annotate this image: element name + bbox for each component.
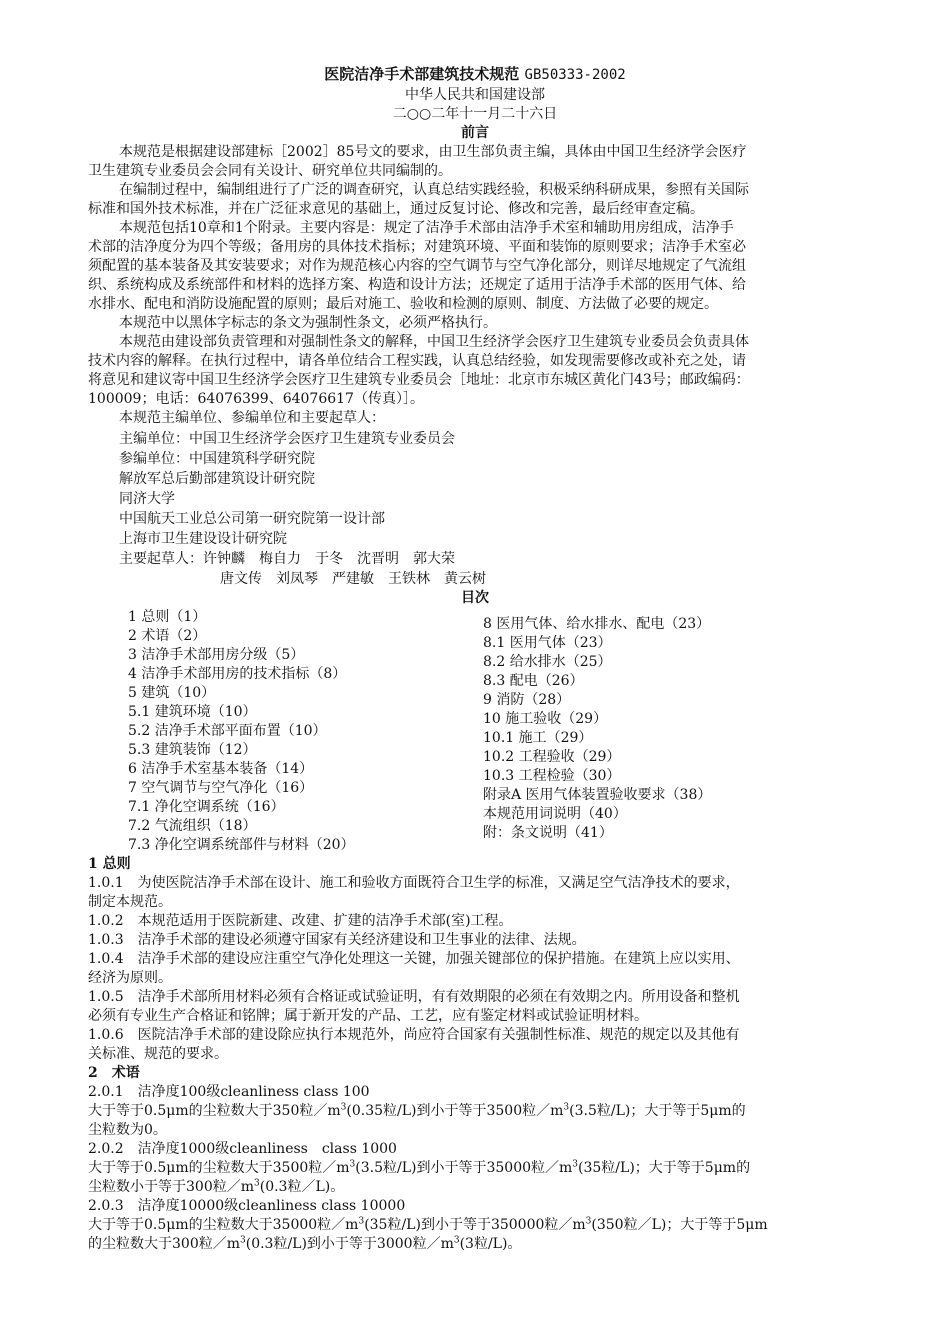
toc-heading: 目次 xyxy=(461,590,489,606)
preface-line: 水排水、配电和消防设施配置的原则；最后对施工、验收和检测的原则、制度、方法做了必要的规定。 xyxy=(88,296,718,312)
toc-item[interactable]: 附录A 医用气体装置验收要求（38） xyxy=(483,787,712,803)
term-definition: 大于等于0.5μm的尘粒数大于35000粒$/m^3(35$粒/L)到小于等于350000粒$/m^3(350$粒／L)；大于等于5μm xyxy=(88,1216,768,1233)
preface-line: 唐文传 刘凤琴 严建敏 王铁林 黄云树 xyxy=(220,571,486,587)
toc-item[interactable]: 3 洁净手术部用房分级（5） xyxy=(128,647,305,663)
preface-line: 主要起草人：许钟麟 梅自力 于冬 沈晋明 郭大荣 xyxy=(119,551,455,567)
clause-line: 1.0.6 医院洁净手术部的建设除应执行本规范外，尚应符合国家有关强制性标准、规范的规定以及其他有 xyxy=(88,1027,740,1043)
preface-line: 本规范主编单位、参编单位和主要起草人： xyxy=(119,410,385,426)
term-heading: 2.0.2 洁净度1000级cleanliness class 1000 xyxy=(88,1141,397,1157)
preface-line: 技术内容的解释。在执行过程中，请各单位结合工程实践，认真总结经验，如发现需要修改或补充之处，请 xyxy=(88,353,746,369)
document-title xyxy=(0,65,950,85)
issue-date: 二○○二年十一月二十六日 xyxy=(392,106,558,122)
toc-item[interactable]: 5.3 建筑装饰（12） xyxy=(128,742,257,758)
preface-line: 上海市卫生建设设计研究院 xyxy=(119,531,287,547)
term-definition: 尘粒数为0。 xyxy=(88,1122,167,1138)
preface-line: 卫生建筑专业委员会会同有关设计、研究单位共同编制的。 xyxy=(88,163,452,179)
preface-line: 本规范中以黑体字标志的条文为强制性条文，必须严格执行。 xyxy=(119,315,497,331)
toc-item[interactable]: 8.2 给水排水（25） xyxy=(483,654,612,670)
toc-item[interactable]: 5 建筑（10） xyxy=(128,685,216,701)
preface-line: 中国航天工业总公司第一研究院第一设计部 xyxy=(119,511,385,527)
preface-heading: 前言 xyxy=(461,125,489,141)
clause-line: 1.0.2 本规范适用于医院新建、改建、扩建的洁净手术部(室)工程。 xyxy=(88,913,513,929)
term-definition: 的尘粒数大于300粒$/m^3(0.3$粒/L)到小于等于3000粒$/m^3(3$粒/L)。 xyxy=(88,1235,522,1252)
toc-item[interactable]: 10.2 工程验收（29） xyxy=(483,749,621,765)
preface-line: 主编单位：中国卫生经济学会医疗卫生建筑专业委员会 xyxy=(119,431,455,447)
toc-item[interactable]: 10 施工验收（29） xyxy=(483,711,608,727)
preface-line: 100009；电话：64076399、64076617（传真）］。 xyxy=(88,391,424,407)
term-heading: 2.0.1 洁净度100级cleanliness class 100 xyxy=(88,1084,370,1100)
preface-line: 在编制过程中，编制组进行了广泛的调查研究，认真总结实践经验，积极采纳科研成果，参照有关国际 xyxy=(119,182,749,198)
clause-line: 必须有专业生产合格证和铭牌；属于新开发的产品、工艺，应有鉴定材料或试验证明材料。 xyxy=(88,1008,648,1024)
toc-item[interactable]: 8 医用气体、给水排水、配电（23） xyxy=(483,616,711,632)
term-definition: 尘粒数小于等于300粒$/m^3(0.3$粒／L)。 xyxy=(88,1178,345,1195)
clause-line: 关标准、规范的要求。 xyxy=(88,1046,228,1062)
toc-item[interactable]: 5.1 建筑环境（10） xyxy=(128,704,257,720)
preface-line: 将意见和建议寄中国卫生经济学会医疗卫生建筑专业委员会［地址：北京市东城区黄化门43号；邮政编码： xyxy=(88,372,750,388)
chapter2-heading: 2 术语 xyxy=(88,1065,140,1081)
toc-item[interactable]: 7.1 净化空调系统（16） xyxy=(128,799,285,815)
clause-line: 1.0.4 洁净手术部的建设应注重空气净化处理这一关键，加强关键部位的保护措施。在建筑上应以实用、 xyxy=(88,951,740,967)
toc-item[interactable]: 8.3 配电（26） xyxy=(483,673,584,689)
preface-line: 须配置的基本装备及其安装要求；对作为规范核心内容的空气调节与空气净化部分，则详尽地规定了气流组 xyxy=(88,258,746,274)
clause-line: 经济为原则。 xyxy=(88,970,172,986)
preface-line: 本规范包括10章和1个附录。主要内容是：规定了洁净手术部由洁净手术室和辅助用房组成，洁净手 xyxy=(119,220,734,236)
standard-code: GB50333-2002 xyxy=(524,67,626,83)
toc-item[interactable]: 9 消防（28） xyxy=(483,692,571,708)
toc-item[interactable]: 6 洁净手术室基本装备（14） xyxy=(128,761,314,777)
toc-item[interactable]: 2 术语（2） xyxy=(128,628,207,644)
toc-item[interactable]: 5.2 洁净手术部平面布置（10） xyxy=(128,723,327,739)
clause-line: 1.0.5 洁净手术部所用材料必须有合格证或试验证明，有有效期限的必须在有效期之内。所用设备和整机 xyxy=(88,989,740,1005)
clause-line: 1.0.3 洁净手术部的建设必须遵守国家有关经济建设和卫生事业的法律、法规。 xyxy=(88,932,586,948)
toc-item[interactable]: 7 空气调节与空气净化（16） xyxy=(128,780,314,796)
preface-line: 织、系统构成及系统部件和材料的选择方案、构造和设计方法；还规定了适用于洁净手术部的医用气体、给 xyxy=(88,277,746,293)
chapter1-heading: 1 总则 xyxy=(88,856,131,872)
preface-line: 标准和国外技术标准，并在广泛征求意见的基础上，通过反复讨论、修改和完善，最后经审查定稿。 xyxy=(88,201,704,217)
term-definition: 大于等于0.5μm的尘粒数大于3500粒$/m^3(3.5$粒/L)到小于等于35000粒$/m^3(35$粒/L)；大于等于5μm的 xyxy=(88,1159,751,1176)
toc-item[interactable]: 7.3 净化空调系统部件与材料（20） xyxy=(128,837,355,853)
toc-item[interactable]: 4 洁净手术部用房的技术指标（8） xyxy=(128,666,347,682)
term-definition: 大于等于0.5μm的尘粒数大于350粒$/m^3(0.35$粒/L)到小于等于3500粒$/m^3(3.5$粒/L)；大于等于5μm的 xyxy=(88,1102,746,1119)
toc-item[interactable]: 8.1 医用气体（23） xyxy=(483,635,612,651)
toc-item[interactable]: 本规范用词说明（40） xyxy=(483,806,627,822)
toc-item[interactable]: 7.2 气流组织（18） xyxy=(128,818,257,834)
preface-line: 本规范是根据建设部建标［2002］85号文的要求，由卫生部负责主编，具体由中国卫生经济学会医疗 xyxy=(119,144,747,160)
preface-line: 本规范由建设部负责管理和对强制性条文的解释，中国卫生经济学会医疗卫生建筑专业委员会负责具体 xyxy=(119,334,749,350)
preface-line: 解放军总后勤部建筑设计研究院 xyxy=(119,471,315,487)
toc-item[interactable]: 1 总则（1） xyxy=(128,609,207,625)
toc-item[interactable]: 10.3 工程检验（30） xyxy=(483,768,621,784)
toc-item[interactable]: 10.1 施工（29） xyxy=(483,730,593,746)
clause-line: 1.0.1 为使医院洁净手术部在设计、施工和验收方面既符合卫生学的标准，又满足空气洁净技术的要求， xyxy=(88,875,740,891)
preface-line: 术部的洁净度分为四个等级；备用房的具体技术指标；对建筑环境、平面和装饰的原则要求；洁净手术室必 xyxy=(88,239,746,255)
toc-item[interactable]: 附：条文说明（41） xyxy=(483,825,613,841)
issuer: 中华人民共和国建设部 xyxy=(405,87,545,103)
preface-line: 参编单位：中国建筑科学研究院 xyxy=(119,451,315,467)
preface-line: 同济大学 xyxy=(119,491,175,507)
term-heading: 2.0.3 洁净度10000级cleanliness class 10000 xyxy=(88,1198,406,1214)
title-text: 医院洁净手术部建筑技术规范 xyxy=(324,65,520,83)
clause-line: 制定本规范。 xyxy=(88,894,172,910)
